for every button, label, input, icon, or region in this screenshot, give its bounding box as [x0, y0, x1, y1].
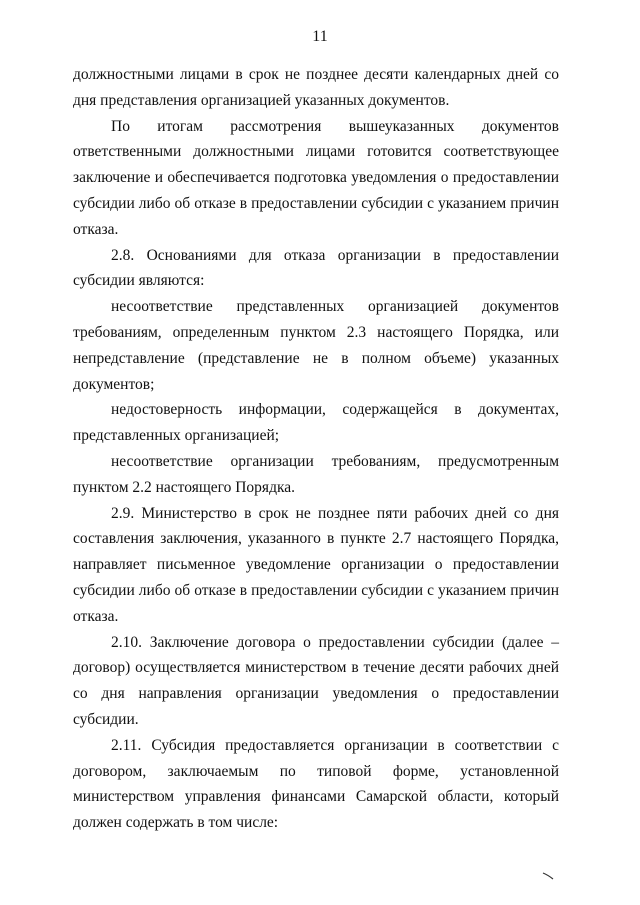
paragraph-2-8: 2.8. Основаниями для отказа организации в предоставлении субсидии являются:: [73, 246, 559, 290]
paragraph-refusal-reason-3: несоответствие организации требованиям, предусмотренным пунктом 2.2 настоящего Порядка.: [73, 452, 559, 496]
paragraph-2-10: 2.10. Заключение договора о предоставлении субсидии (далее – договор) осуществляется министерством в течение десяти рабочих дней со дня направления организации уведомления о предоставлении субсидии.: [73, 633, 559, 728]
pen-mark: [542, 872, 554, 880]
document-body: [73, 62, 559, 836]
paragraph-review-results: По итогам рассмотрения вышеуказанных документов ответственными должностными лицами готовится соответствующее заключение и обеспечивается подготовка уведомления о предоставлении субсидии либо об отказе в предоставлении субсидии с указанием причин отказа.: [73, 117, 559, 238]
paragraph-continuation: должностными лицами в срок не позднее десяти календарных дней со дня представления организацией указанных документов.: [73, 66, 559, 109]
paragraph-refusal-reason-1: несоответствие представленных организацией документов требованиям, определенным пунктом 2.3 настоящего Порядка, или непредставление (представление не в полном объеме) указанных документов;: [73, 298, 559, 393]
paragraph-refusal-reason-2: недостоверность информации, содержащейся в документах, представленных организацией;: [73, 401, 559, 445]
paragraph-2-11: 2.11. Субсидия предоставляется организации в соответствии с договором, заключаемым по типовой форме, установленной министерством управления финансами Самарской области, который должен содержать в том числе:: [73, 736, 559, 832]
page-number: 11: [312, 28, 328, 45]
paragraph-2-9: 2.9. Министерство в срок не позднее пяти рабочих дней со дня составления заключения, указанного в пункте 2.7 настоящего Порядка, направляет письменное уведомление организации о предоставлении субсидии либо об отказе в предоставлении субсидии с указанием причин отказа.: [73, 504, 559, 625]
